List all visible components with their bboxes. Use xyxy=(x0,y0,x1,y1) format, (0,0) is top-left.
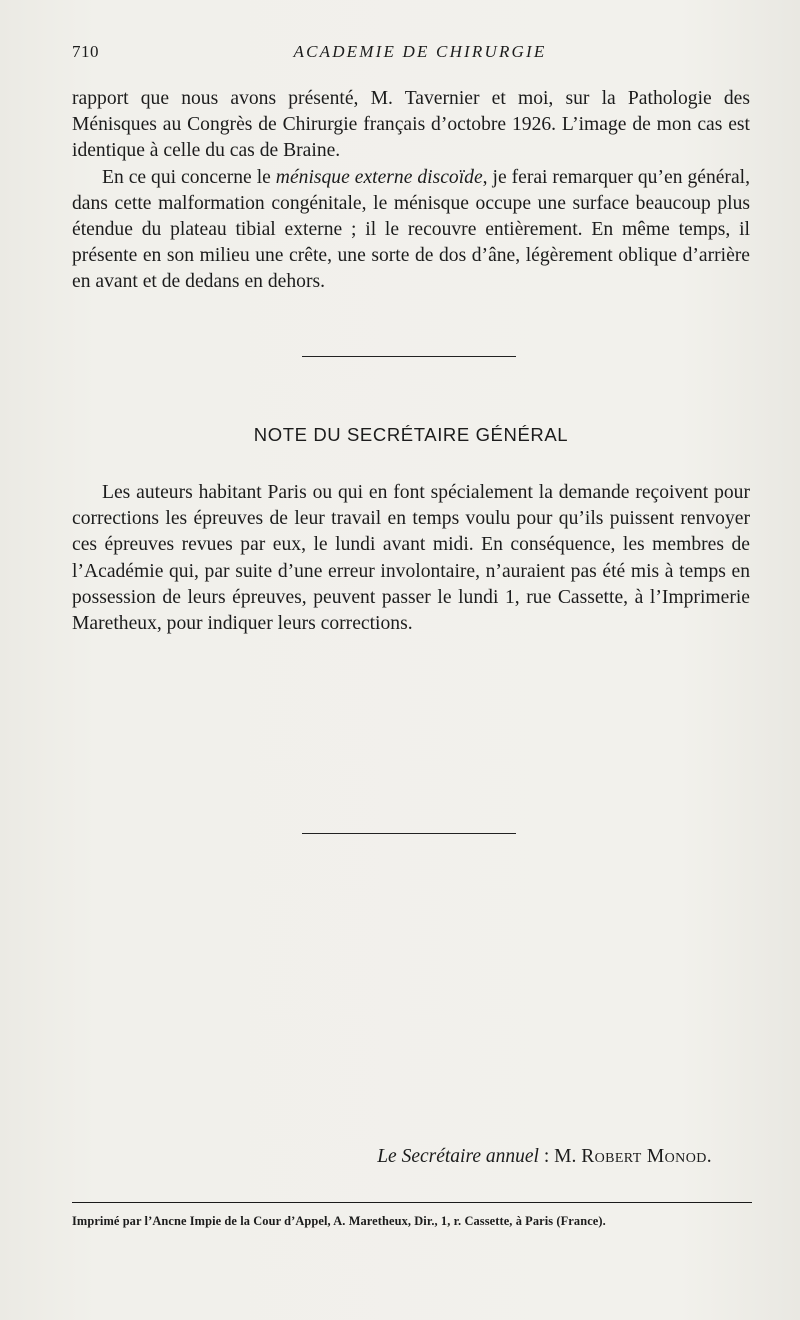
signature-separator: : M. xyxy=(538,1146,582,1167)
page-number: 710 xyxy=(72,42,99,61)
printer-imprint: Imprimé par l’Ancne Impie de la Cour d’Appel, A. Maretheux, Dir., 1, r. Cassette, à Paris (France). xyxy=(72,1214,606,1228)
note-text xyxy=(72,480,750,637)
signature-name: Robert Monod. xyxy=(581,1146,712,1167)
page-header xyxy=(72,42,750,66)
signature-line xyxy=(377,1146,712,1168)
emphasis-discoid-meniscus: ménisque externe discoïde xyxy=(275,166,483,188)
section-divider xyxy=(302,356,516,357)
intro-paragraph-2-end: , je ferai remarquer qu’en général, dans cette malformation congénitale, le ménisque occupe une surface beaucoup plus étendue du plateau tibial externe ; il le recouvre entièrement. En même temps, il présente en son milieu une crête, une sorte de dos d’âne, légèrement oblique d’arrière en avant et de dedans en dehors. xyxy=(72,166,750,293)
running-title: ACADEMIE DE CHIRURGIE xyxy=(293,42,547,61)
footer-divider xyxy=(72,1202,752,1203)
note-paragraph: Les auteurs habitant Paris ou qui en font spécialement la demande reçoivent pour corrections les épreuves de leur travail en temps voulu pour qu’ils puissent renvoyer ces épreuves revues par eux, le lundi avant midi. En conséquence, les membres de l’Académie qui, par suite d’une erreur involontaire, n’auraient pas été mis à temps en possession de leurs épreuves, peuvent passer le lundi 1, rue Cassette, à l’Imprimerie Maretheux, pour indiquer leurs corrections. xyxy=(72,482,750,635)
intro-paragraph-1: rapport que nous avons présenté, M. Tavernier et moi, sur la Pathologie des Ménisques au Congrès de Chirurgie français d’octobre 1926. L’image de mon cas est identique à celle du cas de Braine. xyxy=(72,88,750,162)
intro-paragraph-2 xyxy=(72,165,750,296)
intro-paragraph-2-start: En ce qui concerne le xyxy=(102,166,276,188)
intro-text xyxy=(72,86,750,296)
section-divider xyxy=(302,833,516,834)
section-heading: NOTE DU SECRÉTAIRE GÉNÉRAL xyxy=(253,424,569,445)
signature-role: Le Secrétaire annuel xyxy=(377,1146,539,1167)
